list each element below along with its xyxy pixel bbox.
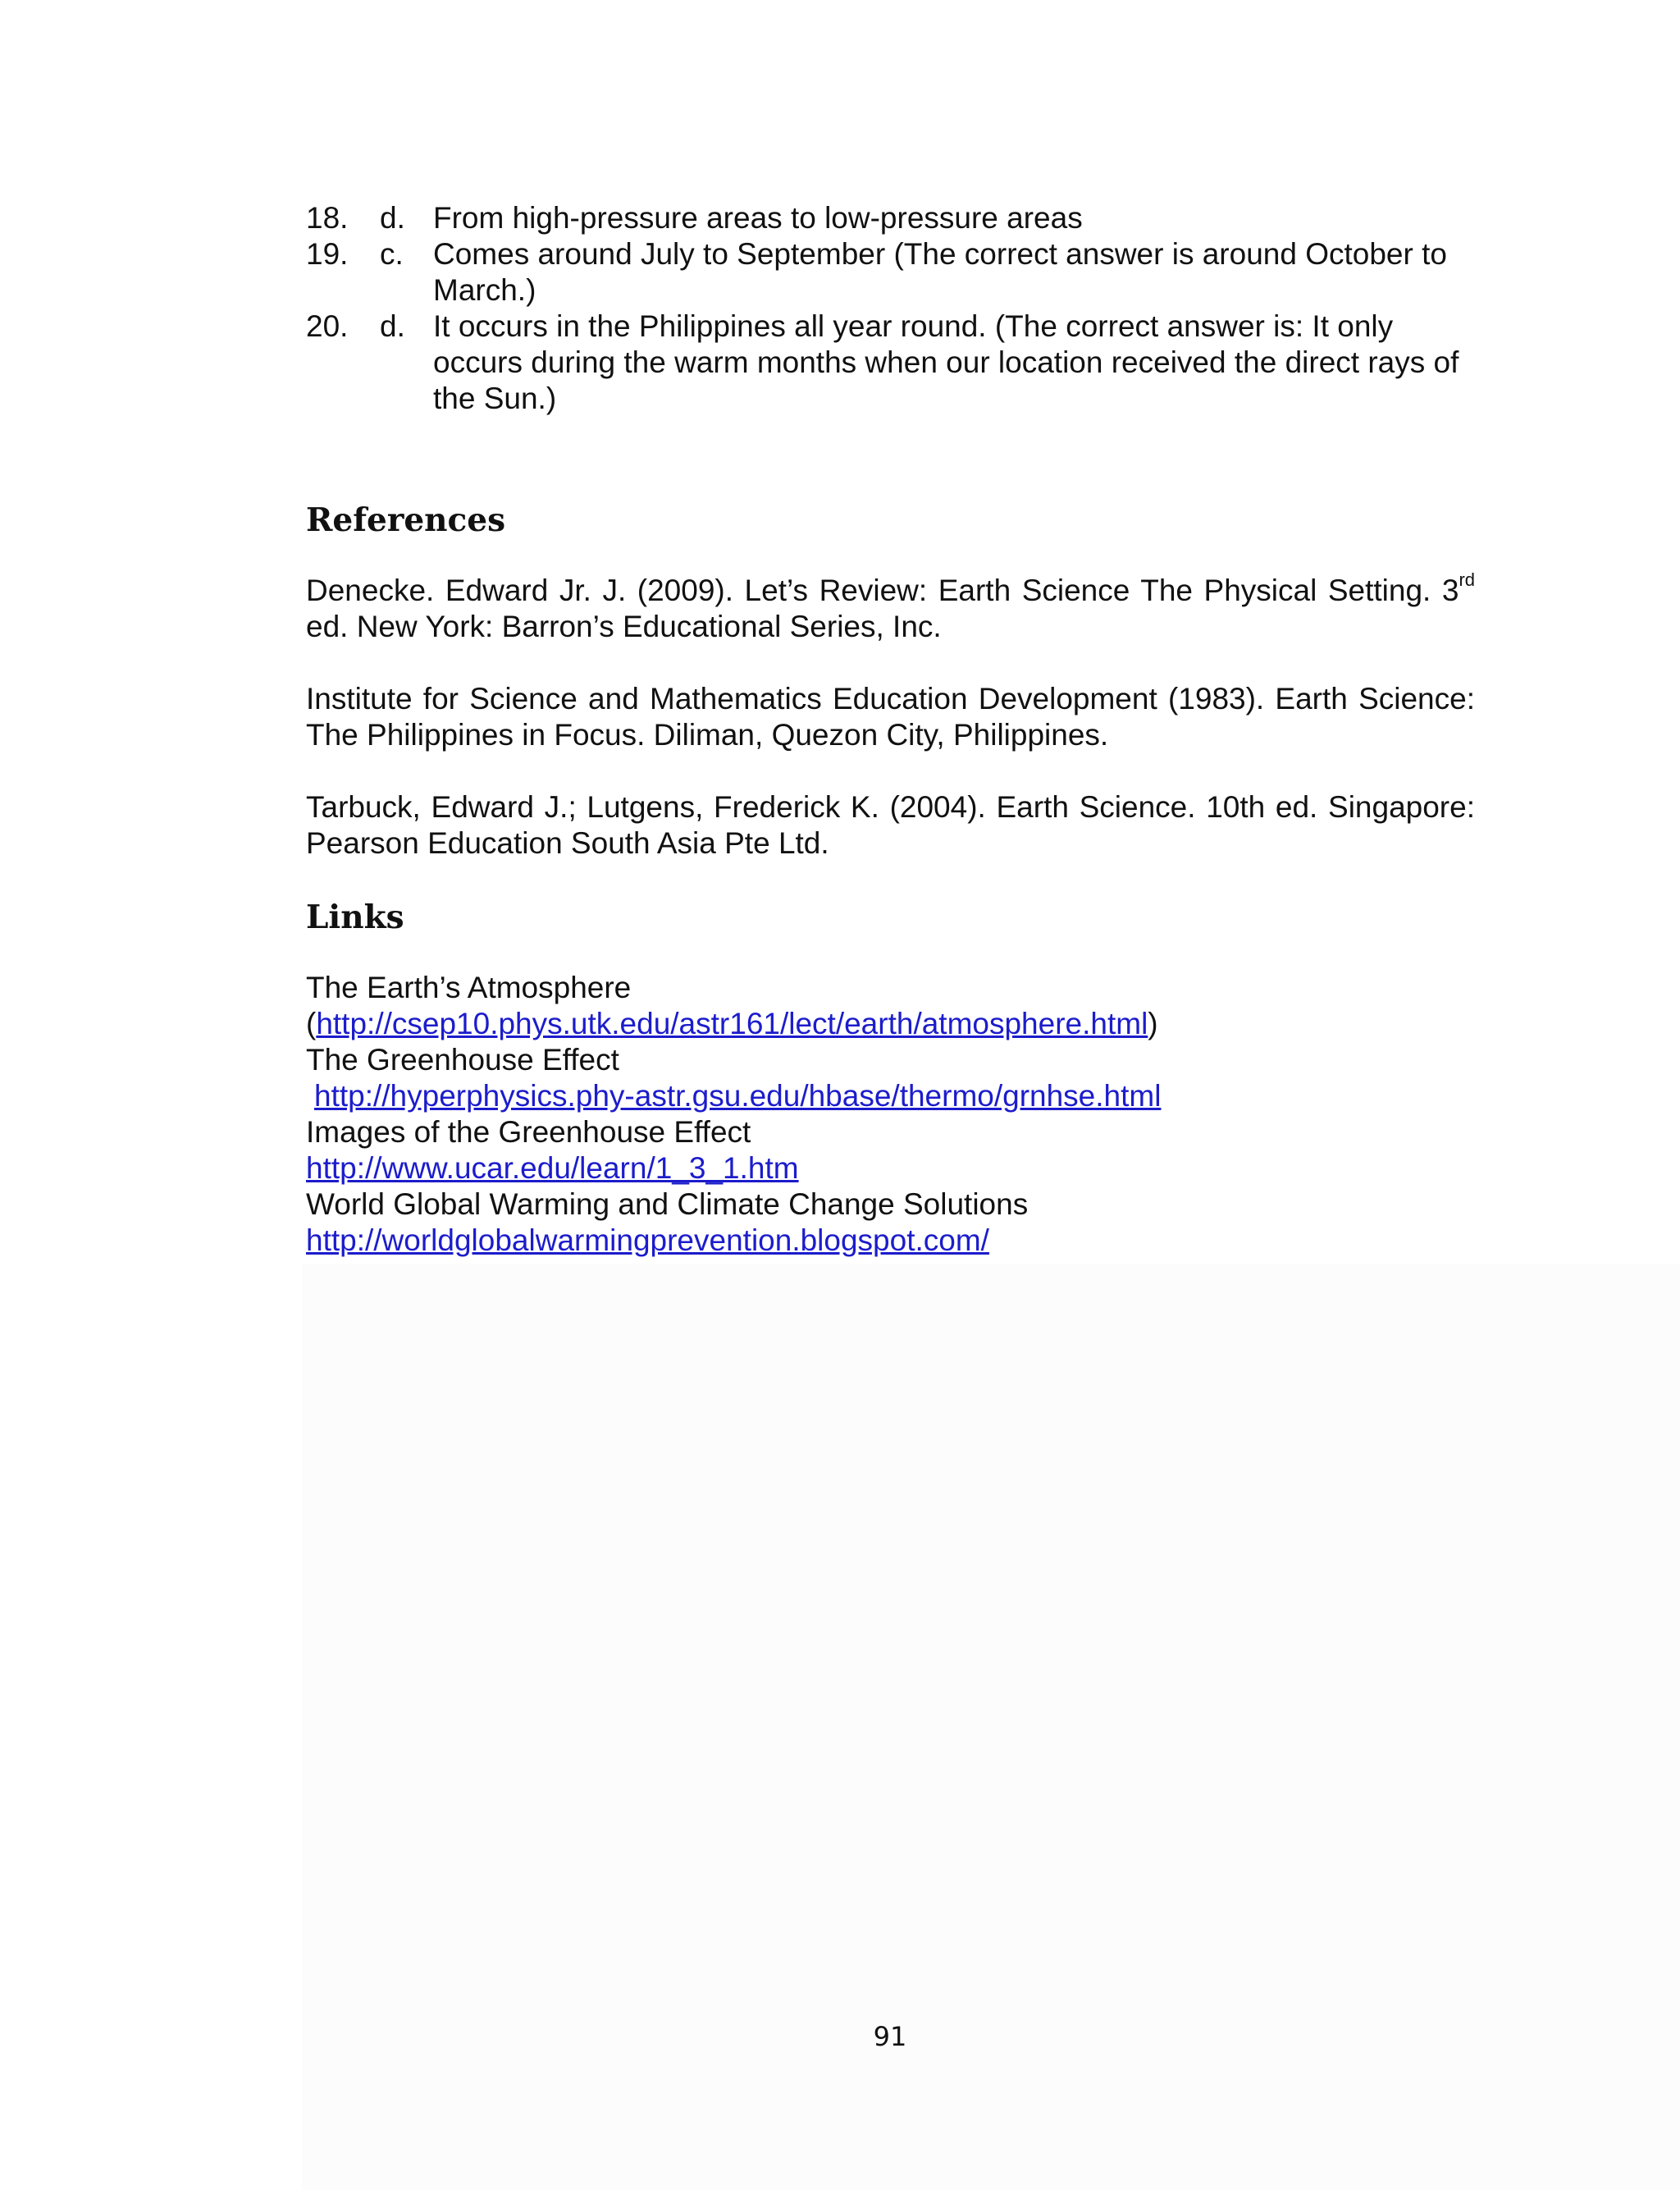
link-line xyxy=(306,1223,1475,1259)
greenhouse-images-link[interactable]: http://www.ucar.edu/learn/1_3_1.htm xyxy=(306,1151,799,1185)
reference-text: ed. New York: Barron’s Educational Series, Inc. xyxy=(306,610,942,643)
references-heading: References xyxy=(306,501,506,539)
links-list xyxy=(306,970,1475,1259)
answer-number: 18. xyxy=(306,201,349,235)
greenhouse-effect-link[interactable]: http://hyperphysics.phy-astr.gsu.edu/hbase/thermo/grnhse.html xyxy=(314,1079,1162,1113)
reference-entry xyxy=(306,569,1475,645)
atmosphere-link[interactable]: http://csep10.phys.utk.edu/astr161/lect/earth/atmosphere.html xyxy=(316,1007,1148,1040)
answer-letter: d. xyxy=(380,309,405,343)
link-line xyxy=(306,1006,1475,1042)
references-list xyxy=(306,569,1475,862)
reference-entry: Tarbuck, Edward J.; Lutgens, Frederick K. (2004). Earth Science. 10th ed. Singapore: Pearson Education South Asia Pte Ltd. xyxy=(306,790,1475,860)
page-content xyxy=(306,200,1475,1259)
answer-text: Comes around July to September (The correct answer is around October to March.) xyxy=(433,237,1447,307)
link-paren: ( xyxy=(306,1007,317,1040)
answer-letter: d. xyxy=(380,201,405,235)
page-number: 91 xyxy=(873,2021,907,2052)
answer-text: From high-pressure areas to low-pressure areas xyxy=(433,201,1083,235)
link-line xyxy=(306,1150,1475,1186)
links-heading: Links xyxy=(306,898,404,936)
answer-item-18 xyxy=(306,200,1475,236)
answer-item-20 xyxy=(306,309,1475,417)
link-title: The Earth’s Atmosphere xyxy=(306,971,632,1004)
global-warming-solutions-link[interactable]: http://worldglobalwarmingprevention.blogspot.com/ xyxy=(306,1223,989,1257)
answer-letter: c. xyxy=(380,237,404,271)
answer-number: 20. xyxy=(306,309,349,343)
reference-text: Denecke. Edward Jr. J. (2009). Let’s Review: Earth Science The Physical Setting. 3 xyxy=(306,574,1459,607)
answer-number: 19. xyxy=(306,237,349,271)
reference-superscript: rd xyxy=(1459,569,1475,590)
answer-item-19 xyxy=(306,236,1475,309)
answer-list xyxy=(306,200,1475,417)
reference-entry: Institute for Science and Mathematics Education Development (1983). Earth Science: The Philippines in Focus. Diliman, Quezon City, Philippines. xyxy=(306,682,1475,752)
link-line xyxy=(306,1078,1475,1114)
link-title: Images of the Greenhouse Effect xyxy=(306,1115,751,1149)
link-paren: ) xyxy=(1148,1007,1158,1040)
link-title: World Global Warming and Climate Change Solutions xyxy=(306,1187,1029,1221)
answer-text: It occurs in the Philippines all year round. (The correct answer is: It only occurs during the warm months when our location received the direct rays of the Sun.) xyxy=(433,309,1459,415)
link-title: The Greenhouse Effect xyxy=(306,1043,619,1077)
